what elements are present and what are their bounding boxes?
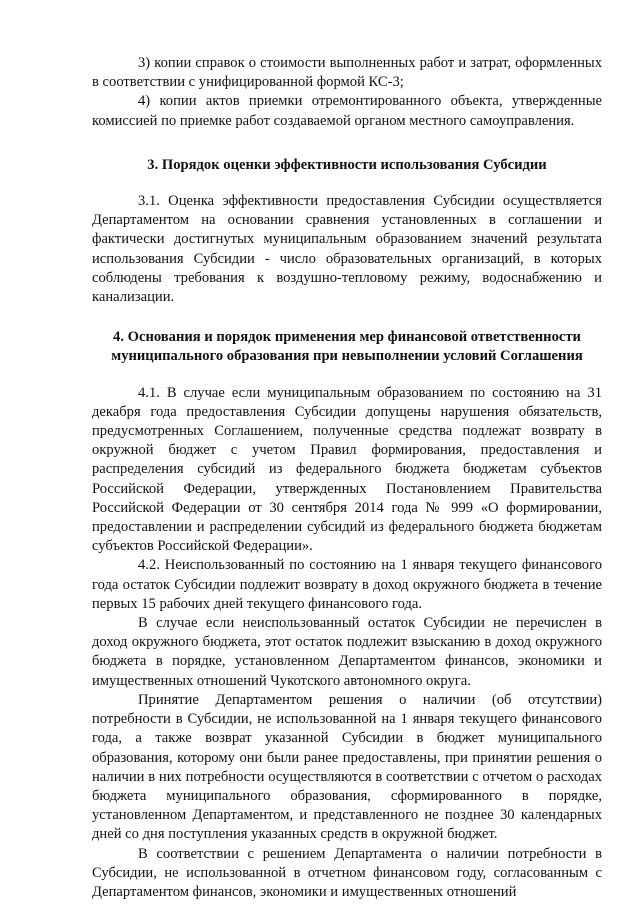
paragraph-4-2: 4.2. Неиспользованный по состоянию на 1 января текущего финансового года остаток Субсидии подлежит возврату в доход окружного бюджета в течение первых 15 рабочих дней текущего финансового года. bbox=[92, 557, 602, 612]
list-item-4: 4) копии актов приемки отремонтированного объекта, утвержденные комиссией по приемке работ создаваемой органом местного самоуправления. bbox=[92, 93, 602, 129]
paragraph-4-2-accordance: В соответствии с решением Департамента о наличии потребности в Субсидии, не использованной в отчетном финансовом году, согласованным с Департаментом финансов, экономики и имущественных отношений bbox=[92, 845, 602, 900]
section-3-heading: 3. Порядок оценки эффективности использования Субсидии bbox=[147, 156, 547, 173]
section-4-heading: 4. Основания и порядок применения мер финансовой ответственности муниципального образования при невыполнении условий Соглашения bbox=[111, 329, 583, 365]
paragraph-4-2-refund: В случае если неиспользованный остаток Субсидии не перечислен в доход окружного бюджета, этот остаток подлежит взысканию в доход окружного бюджета в порядке, установленном Департаментом финансов, экономики и имущественных отношений Чукотского автономного округа. bbox=[92, 615, 602, 689]
list-item-3: 3) копии справок о стоимости выполненных работ и затрат, оформленных в соответствии с унифицированной формой КС-3; bbox=[92, 55, 602, 91]
paragraph-4-2-decision: Принятие Департаментом решения о наличии (об отсутствии) потребности в Субсидии, не использованной на 1 января текущего финансового года, а также возврат указанной Субсидии в бюджет муниципального образования, которому они были ранее предоставлены, при принятии решения о наличии в них потребности осуществляются в соответствии с отчетом о расходах бюджета муниципального образования, сформированного в порядке, установленном Департаментом, и представленного не позднее 30 календарных дней со дня поступления указанных средств в окружной бюджет. bbox=[92, 691, 602, 843]
paragraph-4-1: 4.1. В случае если муниципальным образованием по состоянию на 31 декабря года предоставления Субсидии допущены нарушения обязательств, предусмотренных Соглашением, полученные средства подлежат возврату в окружной бюджет с учетом Правил формирования, предоставления и распределения субсидий из федерального бюджета бюджетам субъектов Российской Федерации, утвержденных Постановлением Правительства Российской Федерации от 30 сентября 2014 года № 999 «О формировании, предоставлении и распределении субсидий из федерального бюджета бюджетам субъектов Российской Федерации». bbox=[92, 384, 602, 555]
paragraph-3-1: 3.1. Оценка эффективности предоставления Субсидии осуществляется Департаментом на основании сравнения установленных в соглашении и фактически достигнутых муниципальным образованием значений результата использования Субсидии - число образовательных организаций, в которых соблюдены требования к воздушно-тепловому режиму, водоснабжению и канализации. bbox=[92, 193, 602, 306]
